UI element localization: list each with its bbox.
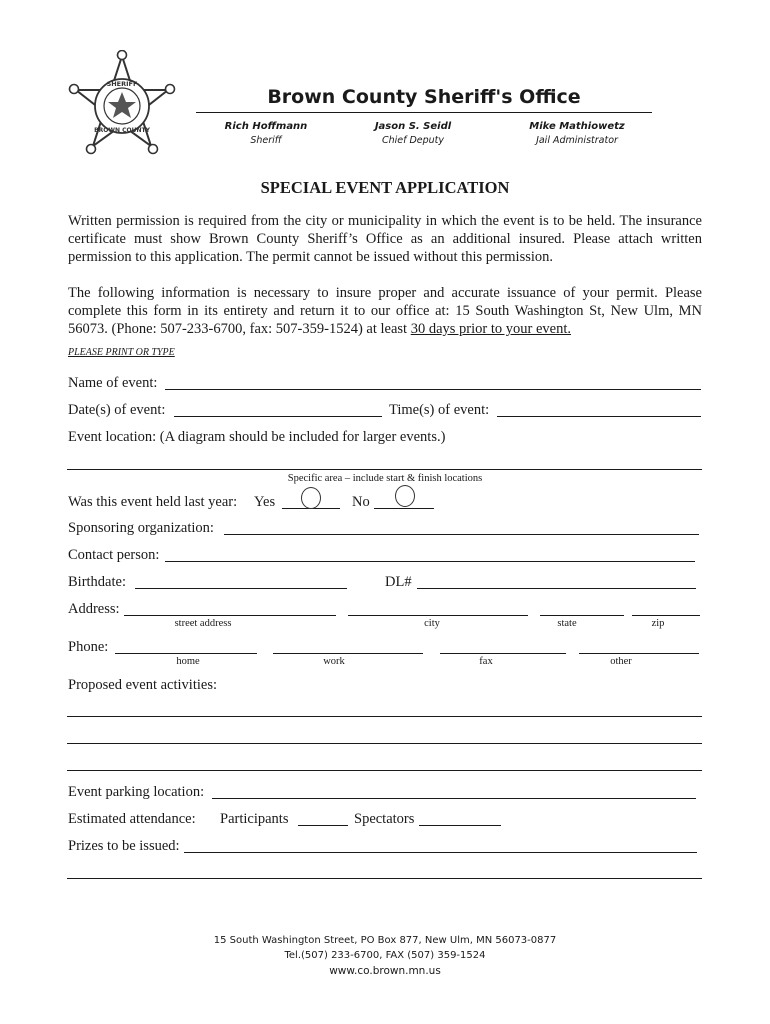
para2-text: The following information is necessary to insure proper and accurate issuance of your permit. Please complete this form in its entirety and return it to our office at: 15 South Washington St, New Ulm, MN 56073. (Phone: 507-233-6700, fax: 507-359-1524) at least	[68, 285, 702, 337]
caption-city: city	[424, 618, 440, 629]
form-title: SPECIAL EVENT APPLICATION	[260, 178, 510, 197]
birthdate-field[interactable]	[135, 588, 347, 589]
participants-field[interactable]	[298, 825, 348, 826]
sponsoring-org-label: Sponsoring organization:	[68, 520, 214, 536]
caption-work: work	[323, 656, 345, 667]
footer-phone: Tel.(507) 233-6700, FAX (507) 359-1524	[284, 950, 486, 961]
staff-name-jail-admin: Mike Mathiowetz	[529, 121, 625, 132]
para2-deadline: 30 days prior to your event.	[410, 321, 571, 337]
staff-name-sheriff: Rich Hoffmann	[224, 121, 308, 132]
held-last-year-label: Was this event held last year:	[68, 494, 238, 510]
address-state-field[interactable]	[540, 615, 624, 616]
phone-fax-field[interactable]	[440, 653, 566, 654]
office-title: Brown County Sheriff's Office	[267, 86, 581, 108]
event-dates-field[interactable]	[174, 416, 382, 417]
prizes-line-2[interactable]	[67, 878, 702, 879]
address-zip-field[interactable]	[632, 615, 700, 616]
participants-label: Participants	[220, 811, 289, 827]
seal-text-top: SHERIFF	[106, 80, 138, 88]
event-times-field[interactable]	[497, 416, 701, 417]
footer-address: 15 South Washington Street, PO Box 877, New Ulm, MN 56073-0877	[213, 935, 557, 946]
phone-work-field[interactable]	[273, 653, 423, 654]
no-label: No	[352, 494, 370, 510]
location-caption: Specific area – include start & finish locations	[287, 473, 483, 484]
address-city-field[interactable]	[348, 615, 528, 616]
phone-other-field[interactable]	[579, 653, 699, 654]
event-name-label: Name of event:	[68, 375, 158, 391]
staff-title-chief-deputy: Chief Deputy	[381, 135, 445, 146]
activities-line-1[interactable]	[67, 716, 702, 717]
caption-home: home	[176, 656, 200, 667]
event-location-label: Event location: (A diagram should be included for larger events.)	[68, 429, 446, 445]
contact-person-field[interactable]	[165, 561, 695, 562]
phone-home-field[interactable]	[115, 653, 257, 654]
caption-street-address: street address	[174, 618, 232, 629]
address-label: Address:	[68, 601, 120, 617]
sheriff-star-badge	[66, 50, 178, 170]
contact-person-label: Contact person:	[68, 547, 160, 563]
footer-website: www.co.brown.mn.us	[329, 965, 441, 977]
staff-title-jail-admin: Jail Administrator	[536, 135, 618, 146]
event-dates-label: Date(s) of event:	[68, 402, 166, 418]
seal-text-bottom: BROWN COUNTY	[94, 127, 150, 134]
intro-paragraph-2	[68, 284, 702, 338]
caption-fax: fax	[479, 656, 493, 667]
dl-field[interactable]	[417, 588, 696, 589]
spectators-label: Spectators	[354, 811, 415, 827]
spectators-field[interactable]	[419, 825, 501, 826]
intro-paragraph-1: Written permission is required from the city or municipality in which the event is to be held. The insurance certificate must show Brown County Sheriff’s Office as an additional insured. Please attach written permission to this application. The permit cannot be issued without this permission.	[68, 213, 702, 265]
parking-location-label: Event parking location:	[68, 784, 205, 800]
yes-label: Yes	[254, 494, 276, 510]
no-radio[interactable]	[395, 485, 415, 507]
parking-location-field[interactable]	[212, 798, 696, 799]
activities-line-3[interactable]	[67, 770, 702, 771]
print-note: PLEASE PRINT OR TYPE	[68, 347, 175, 358]
prizes-field[interactable]	[184, 852, 697, 853]
prizes-label: Prizes to be issued:	[68, 838, 180, 854]
caption-zip: zip	[651, 618, 665, 629]
staff-title-sheriff: Sheriff	[250, 135, 282, 146]
phone-label: Phone:	[68, 639, 109, 655]
birthdate-label: Birthdate:	[68, 574, 126, 590]
estimated-attendance-label: Estimated attendance:	[68, 811, 196, 827]
yes-radio[interactable]	[301, 487, 321, 509]
caption-state: state	[557, 618, 577, 629]
address-street-field[interactable]	[124, 615, 336, 616]
caption-other: other	[610, 656, 632, 667]
proposed-activities-label: Proposed event activities:	[68, 677, 217, 693]
event-times-label: Time(s) of event:	[389, 402, 490, 418]
no-field	[374, 508, 434, 509]
event-location-field[interactable]	[67, 469, 702, 470]
header-rule	[196, 112, 652, 113]
event-name-field[interactable]	[165, 389, 701, 390]
staff-name-chief-deputy: Jason S. Seidl	[374, 121, 452, 132]
dl-label: DL#	[385, 574, 412, 590]
sponsoring-org-field[interactable]	[224, 534, 699, 535]
activities-line-2[interactable]	[67, 743, 702, 744]
